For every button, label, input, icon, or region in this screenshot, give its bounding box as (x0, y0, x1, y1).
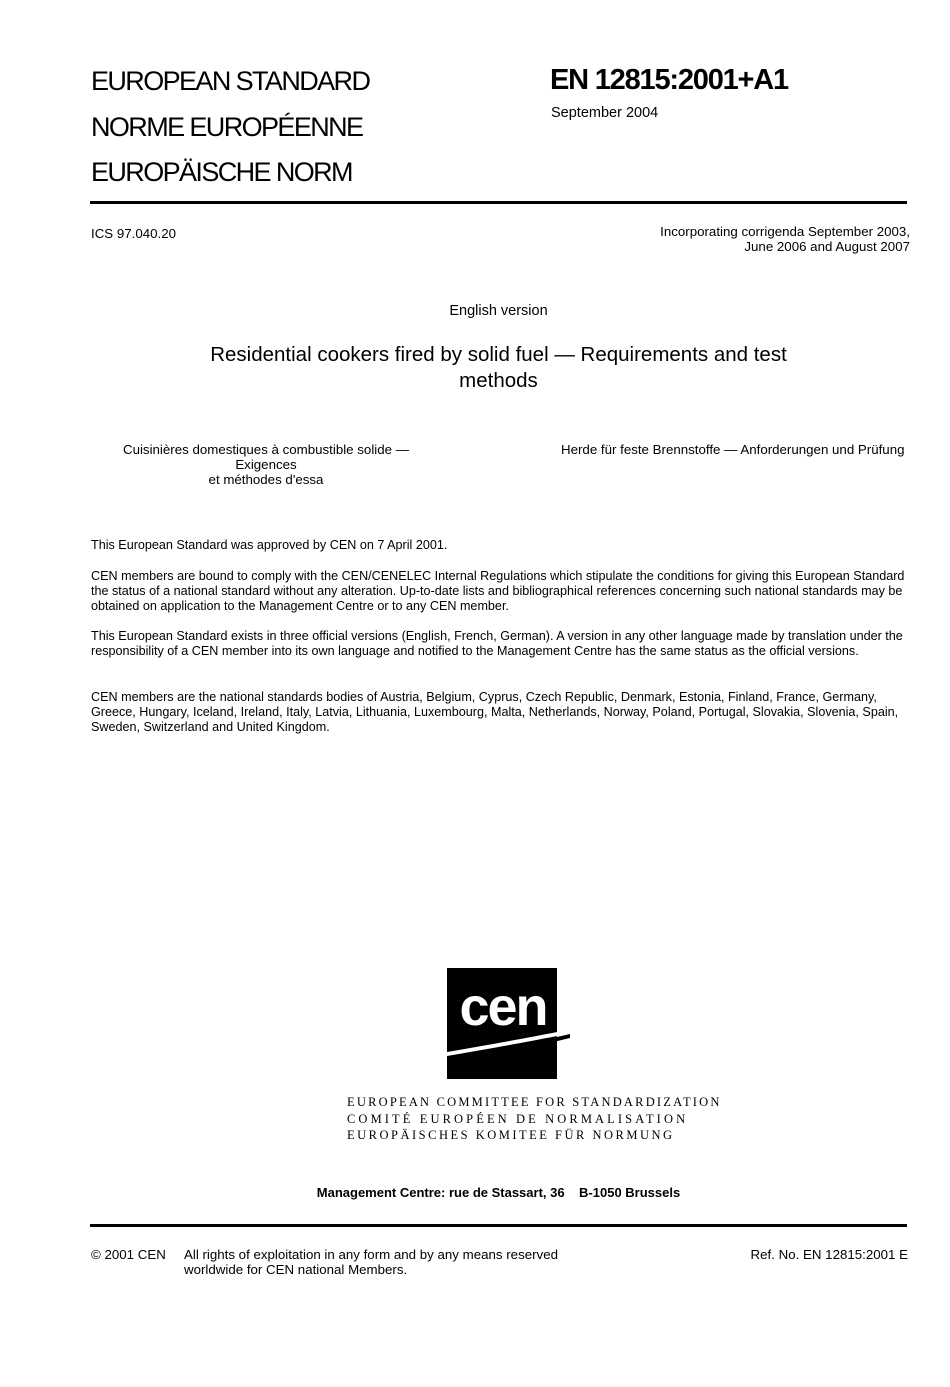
approval-paragraph: This European Standard was approved by CEN on 7 April 2001. (91, 538, 448, 552)
ics-code: ICS 97.040.20 (91, 226, 177, 241)
corrigenda (660, 224, 910, 254)
cen-logo-text: cen (459, 977, 547, 1037)
rights-notice-line: All rights of exploitation in any form and by any means reserved (184, 1247, 558, 1262)
corrigenda-line: June 2006 and August 2007 (744, 239, 910, 254)
reference-number: Ref. No. EN 12815:2001 E (750, 1247, 908, 1262)
versions-paragraph: This European Standard exists in three official versions (English, French, German). A version in any other language made by translation under the responsibility of a CEN member into its own language and notified to the Management Centre has the same status as the official versions. (91, 629, 903, 659)
committee-names (347, 1094, 722, 1144)
title-europaische-norm: EUROPÄISCHE NORM (91, 157, 352, 187)
rights-notice (184, 1247, 558, 1277)
german-title: Herde für feste Brennstoffe — Anforderungen und Prüfung (561, 442, 905, 457)
rights-notice-line: worldwide for CEN national Members. (184, 1262, 408, 1277)
title-norme-europeenne: NORME EUROPÉENNE (91, 112, 363, 142)
standard-code: EN 12815:2001+A1 (550, 64, 788, 96)
header-divider (90, 201, 907, 204)
copyright: © 2001 CEN (91, 1247, 166, 1262)
corrigenda-line: Incorporating corrigenda September 2003, (660, 224, 910, 239)
document-title-line: methods (459, 369, 538, 392)
document-title-line: Residential cookers fired by solid fuel — Requirements and test (210, 343, 787, 366)
title-european-standard: EUROPEAN STANDARD (91, 66, 370, 96)
cen-logo-icon (447, 968, 570, 1079)
compliance-paragraph: CEN members are bound to comply with the CEN/CENELEC Internal Regulations which stipulate the conditions for giving this European Standard the status of a national standard without any alteration. Up-to-date lists and bibliographical references concerning such national standards may be obtained on application to the Management Centre or to any CEN member. (91, 569, 905, 614)
publication-date: September 2004 (551, 105, 659, 121)
members-paragraph: CEN members are the national standards bodies of Austria, Belgium, Cyprus, Czech Republic, Denmark, Estonia, Finland, France, Germany, Greece, Hungary, Iceland, Ireland, Italy, Latvia, Lithuania, Luxembourg, Malta, Netherlands, Norway, Poland, Portugal, Slovakia, Slovenia, Spain, Sweden, Switzerland and United Kingdom. (91, 690, 899, 735)
french-title-line: Cuisinières domestiques à combustible solide — Exigences (122, 442, 410, 472)
document-title (0, 342, 950, 394)
french-title-line: et méthodes d'essa (208, 472, 324, 487)
footer-divider (90, 1224, 907, 1227)
management-centre-address: Management Centre: rue de Stassart, 36 B-1050 Brussels (316, 1185, 681, 1200)
committee-name-de: EUROPÄISCHES KOMITEE FÜR NORMUNG (347, 1128, 675, 1142)
french-title (91, 442, 441, 487)
version-label: English version (449, 303, 548, 319)
committee-name-fr: COMITÉ EUROPÉEN DE NORMALISATION (347, 1111, 689, 1126)
committee-name-en: EUROPEAN COMMITTEE FOR STANDARDIZATION (347, 1095, 722, 1109)
cen-logo (447, 968, 570, 1079)
